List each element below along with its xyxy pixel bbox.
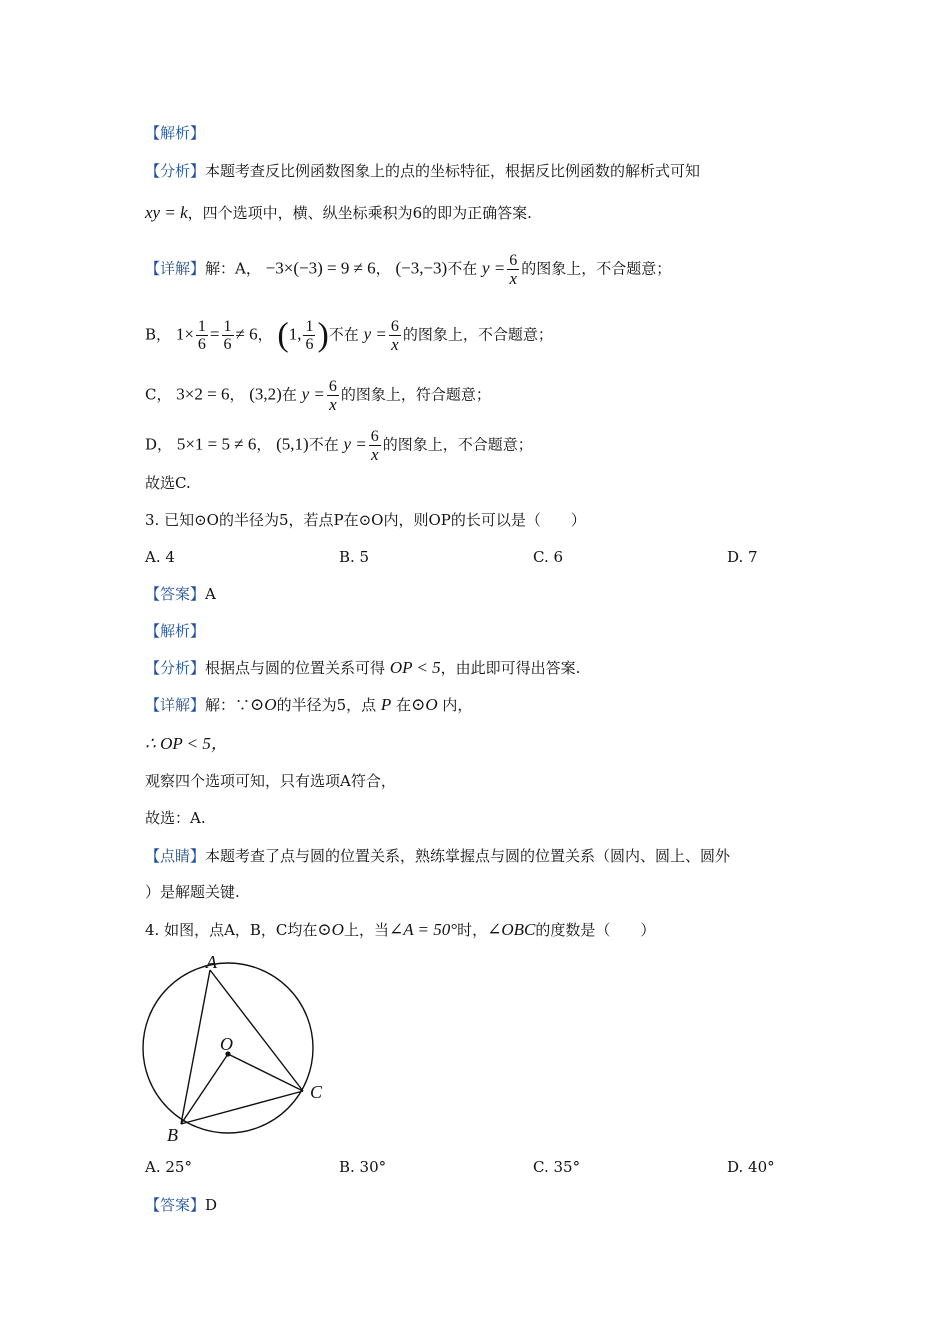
q2-on: 在 bbox=[281, 385, 297, 404]
q2-graph-not-fit: 的图象上，不合题意； bbox=[402, 325, 553, 344]
frac-den: 6 bbox=[197, 336, 206, 353]
q2-fraction bbox=[222, 318, 234, 353]
frac-den: x bbox=[371, 445, 379, 464]
q3-fenxi-pre: 根据点与圆的位置关系可得 bbox=[205, 659, 386, 677]
q3-dianjing-line-2: ）是解题关键. bbox=[145, 883, 240, 901]
q4-option-b: B. 30° bbox=[339, 1158, 387, 1176]
q3-detail-line-1 bbox=[145, 694, 472, 716]
q2-y-eq: y = bbox=[363, 324, 387, 344]
q4-stem bbox=[145, 919, 655, 941]
q3-therefore bbox=[145, 733, 228, 755]
q3-fenxi-post: ，由此即可得出答案. bbox=[440, 659, 581, 677]
q2-line-d-expr: 5×1 = 5 ≠ 6 bbox=[176, 434, 257, 454]
q2-line-a-prefix: 解：A， bbox=[205, 259, 261, 278]
q3-answer-tag: 【答案】 bbox=[145, 585, 206, 603]
q3-choose: 故选：A. bbox=[145, 809, 206, 827]
q2-detail-line-d bbox=[145, 428, 533, 463]
label-o: O bbox=[220, 1034, 233, 1054]
q3-dianjing-1: 本题考查了点与圆的位置关系，熟练掌握点与圆的位置关系（圆内、圆上、圆外 bbox=[205, 847, 731, 865]
q3-option-b: B. 5 bbox=[339, 548, 370, 566]
q2-graph-not-fit: 的图象上，不合题意； bbox=[382, 435, 533, 454]
frac-den: 6 bbox=[305, 336, 314, 353]
q2-detail-line-a bbox=[145, 252, 671, 287]
q4-answer-line bbox=[145, 1194, 217, 1216]
q2-fraction bbox=[196, 318, 208, 353]
q4-angle-obc: ∠OBC bbox=[487, 920, 536, 939]
q3-dianjing-tag: 【点睛】 bbox=[145, 847, 206, 865]
q2-detail-line-b bbox=[145, 318, 553, 353]
q2-fraction bbox=[389, 318, 401, 353]
q2-not-on: 不在 bbox=[308, 435, 339, 454]
q2-line-b-expr-2: = bbox=[209, 324, 220, 344]
frac-den: x bbox=[329, 395, 337, 414]
frac-num: 6 bbox=[370, 428, 379, 445]
segment-oc bbox=[228, 1054, 303, 1091]
q2-line-d-prefix: D， bbox=[145, 435, 173, 454]
comma: ， bbox=[375, 259, 391, 278]
q2-y-eq: y = bbox=[301, 384, 325, 404]
q4-circle-o: ⊙O bbox=[317, 920, 344, 939]
frac-num: 1 bbox=[197, 318, 206, 335]
q3-xiangjie-3: 在 bbox=[396, 696, 412, 714]
q2-fenxi-text: 本题考查反比例函数图象上的点的坐标特征，根据反比例函数的解析式可知 bbox=[205, 162, 701, 180]
q2-graph-not-fit: 的图象上，不合题意； bbox=[521, 259, 672, 278]
q2-fenxi-tag: 【分析】 bbox=[145, 162, 206, 180]
q3-stem: 3. 已知⊙O的半径为5，若点P在⊙O内，则OP的长可以是（ ） bbox=[145, 511, 586, 529]
q4-option-d: D. 40° bbox=[727, 1158, 775, 1176]
q4-answer: D bbox=[205, 1196, 218, 1214]
left-paren: ( bbox=[277, 316, 289, 354]
frac-den: x bbox=[509, 269, 518, 288]
q3-xiangjie-4: 内， bbox=[442, 696, 473, 714]
comma: ， bbox=[229, 385, 245, 404]
q3-option-d: D. 7 bbox=[727, 548, 758, 566]
q4-option-a: A. 25° bbox=[145, 1158, 192, 1176]
label-b: B bbox=[167, 1125, 178, 1145]
q2-not-on: 不在 bbox=[328, 325, 359, 344]
q3-observe: 观察四个选项可知，只有选项A符合， bbox=[145, 772, 396, 790]
frac-den: 6 bbox=[223, 336, 232, 353]
q2-line-b-point-pre: 1, bbox=[288, 324, 302, 344]
q3-jiexi-tag: 【解析】 bbox=[145, 622, 206, 640]
q2-y-eq: y = bbox=[343, 434, 367, 454]
q2-line-b-prefix: B， bbox=[145, 325, 172, 344]
q2-graph-fit: 的图象上，符合题意； bbox=[340, 385, 491, 404]
q3-circle-o: ⊙O bbox=[250, 695, 277, 714]
comma: ， bbox=[256, 435, 272, 454]
frac-den: x bbox=[391, 335, 399, 354]
frac-num: 6 bbox=[390, 318, 399, 335]
q4-option-c: C. 35° bbox=[533, 1158, 581, 1176]
q3-answer: A bbox=[205, 585, 216, 603]
frac-num: 6 bbox=[509, 252, 518, 269]
q2-fraction bbox=[369, 428, 381, 463]
q3-answer-line bbox=[145, 583, 216, 605]
q2-not-on: 不在 bbox=[447, 259, 478, 278]
q4-answer-tag: 【答案】 bbox=[145, 1196, 206, 1214]
q2-detail-line-c bbox=[145, 378, 491, 413]
q2-line-a-expr: −3×(−3) = 9 ≠ 6 bbox=[265, 258, 376, 278]
q3-circle-o: ⊙O bbox=[411, 695, 438, 714]
q3-fenxi-math: OP < 5 bbox=[389, 658, 441, 677]
q2-conclusion: 故选C. bbox=[145, 474, 191, 492]
q2-xiangjie-tag: 【详解】 bbox=[145, 259, 206, 278]
comma: ， bbox=[257, 325, 273, 344]
label-a: A bbox=[206, 952, 217, 972]
label-c: C bbox=[310, 1082, 323, 1102]
frac-num: 6 bbox=[328, 378, 337, 395]
q2-jiexi-tag: 【解析】 bbox=[145, 124, 206, 142]
q2-line-b-expr-1: 1× bbox=[175, 324, 194, 344]
right-paren: ) bbox=[317, 316, 329, 354]
q3-xiangjie-2: 的半径为5，点 bbox=[276, 696, 377, 714]
q2-fraction bbox=[327, 378, 339, 413]
q4-stem-mid: 上，当 bbox=[343, 921, 389, 939]
q2-line-b-expr-3: ≠ 6 bbox=[235, 324, 258, 344]
q4-circle-diagram bbox=[140, 950, 340, 1150]
q4-stem-pre: 4. 如图，点A，B，C均在 bbox=[145, 921, 318, 939]
q2-line-c-prefix: C， bbox=[145, 385, 172, 404]
frac-num: 1 bbox=[305, 318, 314, 335]
q3-option-c: C. 6 bbox=[533, 548, 564, 566]
segment-ab bbox=[181, 970, 210, 1124]
q2-fenxi-text2: ，四个选项中，横、纵坐标乘积为6的即为正确答案. bbox=[187, 204, 532, 222]
q2-line-d-point: (5,1) bbox=[276, 434, 309, 454]
q3-xiangjie-1: 解：∵ bbox=[205, 696, 251, 714]
frac-num: 1 bbox=[223, 318, 232, 335]
q3-fenxi-tag: 【分析】 bbox=[145, 659, 206, 677]
q3-dianjing-line-1 bbox=[145, 845, 730, 867]
q2-analysis-line-2 bbox=[145, 202, 532, 224]
q2-line-c-expr: 3×2 = 6 bbox=[176, 384, 230, 404]
q4-stem-post: 的度数是（ ） bbox=[535, 921, 656, 939]
q2-analysis-line-1 bbox=[145, 160, 700, 182]
q3-therefore-text: ∴ OP < 5， bbox=[145, 734, 228, 753]
q2-y-eq: y = bbox=[482, 258, 506, 278]
q3-point-p: P bbox=[380, 695, 392, 714]
q4-angle-a: ∠A = 50° bbox=[388, 920, 458, 939]
q4-stem-mid2: 时， bbox=[457, 921, 488, 939]
q2-line-c-point: (3,2) bbox=[249, 384, 282, 404]
q3-analysis-line bbox=[145, 657, 580, 679]
q3-xiangjie-tag: 【详解】 bbox=[145, 696, 206, 714]
q2-fraction bbox=[303, 318, 315, 353]
q2-fraction bbox=[507, 252, 519, 287]
q2-line-a-point: (−3,−3) bbox=[395, 258, 448, 278]
q2-xy-eq-k: xy = k bbox=[145, 203, 188, 222]
q3-option-a: A. 4 bbox=[145, 548, 175, 566]
